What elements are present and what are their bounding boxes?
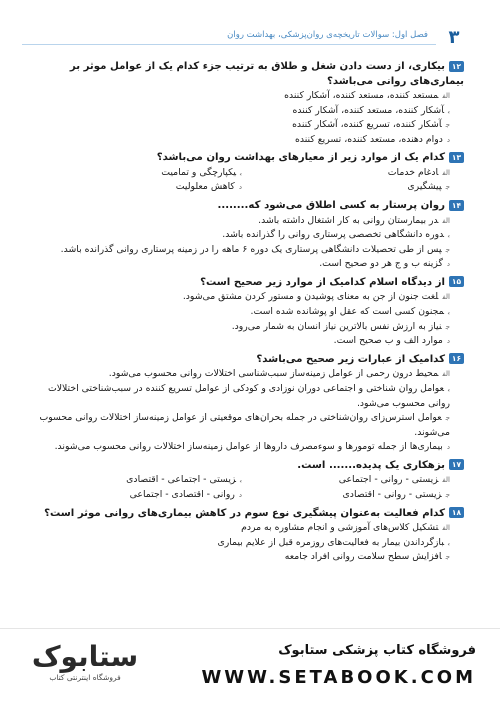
question-14 xyxy=(34,199,464,272)
option[interactable]: بعوامل روان شناختی و اجتماعی دوران نوزادی و کودکی از عوامل تسریع کننده در سبب‌شناختی اختلالات روانی محسوب می‌شود. xyxy=(47,382,450,409)
option[interactable]: دگزینه ب و ج هر دو صحیح است. xyxy=(319,258,450,270)
option[interactable]: الفمحیط درون رحمی از عوامل زمینه‌ساز سبب‌شناسی اختلالات روانی محسوب می‌شود. xyxy=(108,368,450,380)
option[interactable]: جآشکار کننده، تسریع کننده، آشکار کننده xyxy=(292,119,450,131)
question-16 xyxy=(34,353,464,455)
option[interactable]: دروانی - اقتصادی - اجتماعی xyxy=(129,488,242,500)
option[interactable]: ددوام دهنده، مستعد کننده، تسریع کننده xyxy=(294,133,450,145)
question-12 xyxy=(34,60,464,147)
store-url-link[interactable]: WWW.SETABOOK.COM xyxy=(201,667,476,688)
option[interactable]: دبیماری‌ها از جمله تومورها و سوءمصرف داروها از عوامل زمینه‌ساز اختلالات روانی محسوب می‌شوند. xyxy=(54,441,450,453)
page-header xyxy=(22,22,472,52)
option[interactable]: دکاهش معلولیت xyxy=(175,181,242,193)
option[interactable]: جافزایش سطح سلامت روانی افراد جامعه xyxy=(284,551,450,563)
option[interactable]: الفمستعد کننده، مستعد کننده، آشکار کننده xyxy=(284,90,450,101)
question-15 xyxy=(34,276,464,349)
logo-tagline: فروشگاه اینترنتی کتاب xyxy=(49,673,121,682)
store-name: فروشگاه کتاب پزشکی ستابوک xyxy=(278,643,476,658)
option[interactable]: الفدر بیمارستان روانی به کار اشتغال داشته باشد. xyxy=(258,214,450,226)
option[interactable]: جپس از طی تحصیلات دانشگاهی پرستاری یک دوره ۶ ماهه را در زمینه پرستاری روانی گذرانده باشد. xyxy=(60,243,450,255)
question-number: ۱۲ xyxy=(449,61,464,72)
option[interactable]: دموارد الف و ب صحیح است. xyxy=(333,335,450,347)
question-number: ۱۸ xyxy=(449,507,464,518)
option[interactable]: الفادغام خدمات xyxy=(387,166,450,178)
question-number: ۱۴ xyxy=(449,200,464,211)
option[interactable]: جنیاز به ارزش نفس بالاترین نیاز انسان به شمار می‌رود. xyxy=(231,320,450,332)
store-footer xyxy=(0,628,500,701)
option[interactable]: بمجنون کسی است که عقل او پوشانده شده است. xyxy=(250,306,450,318)
question-text: بیکاری، از دست دادن شغل و طلاق به ترتیب جزء کدام یک از عوامل موثر بر بیماری‌های روانی می‌باشد؟ xyxy=(69,61,464,87)
question-number: ۱۶ xyxy=(449,353,464,364)
option[interactable]: جپیشگیری xyxy=(407,181,450,193)
chapter-title: فصل اول: سوالات تاریخچه‌ی روان‌پزشکی، بهداشت روان xyxy=(22,30,436,45)
option[interactable]: بزیستی - اجتماعی - اقتصادی xyxy=(126,474,242,486)
option[interactable]: جزیستی - روانی - اقتصادی xyxy=(342,488,450,500)
option[interactable]: ببازگرداندن بیمار به فعالیت‌های روزمره قبل از علایم بیماری xyxy=(217,536,450,548)
option[interactable]: بدوره دانشگاهی تخصصی پرستاری روانی را گذرانده باشد. xyxy=(222,229,450,241)
question-text: کدام یک از موارد زیر از معیارهای بهداشت روان می‌باشد؟ xyxy=(156,152,445,164)
question-text: روان پرستار به کسی اطلاق می‌شود که........ xyxy=(217,200,445,212)
question-text: کدام فعالیت به‌عنوان پیشگیری نوع سوم در کاهش بیماری‌های روانی موثر است؟ xyxy=(44,507,445,519)
question-text: کدامیک از عبارات زیر صحیح می‌باشد؟ xyxy=(256,353,445,365)
option[interactable]: جعوامل استرس‌زای روان‌شناختی در جمله بحران‌های موقعیتی از عوامل زمینه‌ساز اختلالات روانی محسوب می‌شوند. xyxy=(39,412,450,438)
question-text: از دیدگاه اسلام کدامیک از موارد زیر صحیح است؟ xyxy=(200,276,445,288)
question-number: ۱۷ xyxy=(449,459,464,470)
question-number: ۱۵ xyxy=(449,276,464,287)
page-number: ۳ xyxy=(448,26,460,48)
question-17 xyxy=(34,459,464,503)
question-13 xyxy=(34,151,464,195)
option[interactable]: الفزیستی - روانی - اجتماعی xyxy=(338,474,450,486)
question-text: بزهکاری یک پدیده....... است. xyxy=(297,459,445,471)
setabook-logo[interactable] xyxy=(20,641,155,685)
question-list xyxy=(34,60,464,569)
question-18 xyxy=(34,507,464,565)
option[interactable]: بآشکار کننده، مستعد کننده، آشکار کننده xyxy=(292,104,450,116)
option[interactable]: الفلغت جنون از جن به معنای پوشیدن و مستور کردن مشتق می‌شود. xyxy=(182,291,450,303)
question-number: ۱۳ xyxy=(449,152,464,163)
option[interactable]: بیکپارچگی و تمامیت xyxy=(161,166,242,178)
logo-wordmark: ستابوک xyxy=(31,640,139,673)
option[interactable]: الفتشکیل کلاس‌های آموزشی و انجام مشاوره به مردم xyxy=(241,522,450,534)
